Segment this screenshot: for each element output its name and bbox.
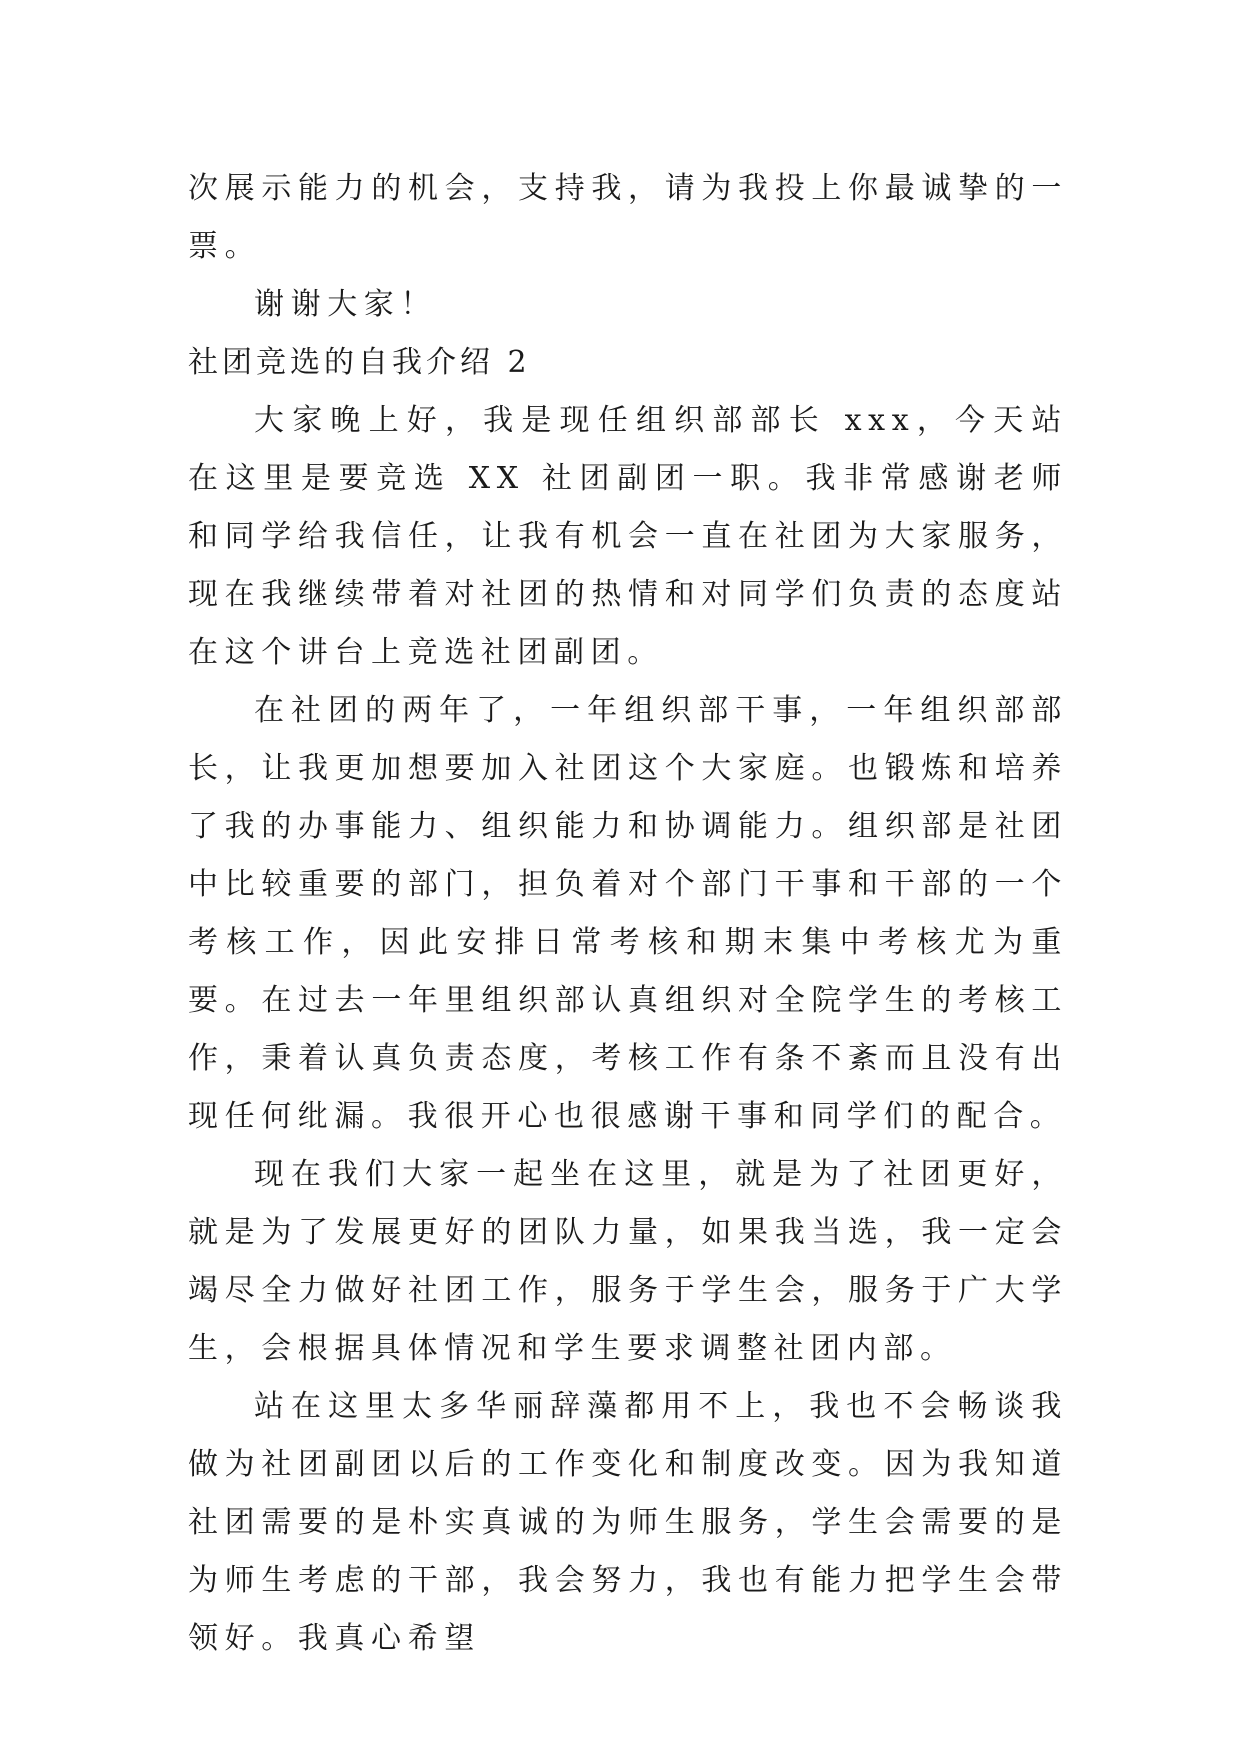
paragraph: 大家晚上好，我是现任组织部部长 xxx，今天站在这里是要竞选 XX 社团副团一职。我非常感谢老师和同学给我信任，让我有机会一直在社团为大家服务，现在我继续带着对社团的热情和对同学们负责的态度站在这个讲台上竞选社团副团。: [188, 403, 1068, 670]
paragraph: 现在我们大家一起坐在这里，就是为了社团更好，就是为了发展更好的团队力量，如果我当选，我一定会竭尽全力做好社团工作，服务于学生会，服务于广大学生，会根据具体情况和学生要求调整社团内部。: [188, 1157, 1068, 1366]
document-body: [188, 160, 1068, 1668]
paragraph: 站在这里太多华丽辞藻都用不上，我也不会畅谈我做为社团副团以后的工作变化和制度改变。因为我知道社团需要的是朴实真诚的为师生服务，学生会需要的是为师生考虑的干部，我会努力，我也有能力把学生会带领好。我真心希望: [188, 1389, 1068, 1656]
continuation-paragraph: 次展示能力的机会，支持我，请为我投上你最诚挚的一票。: [188, 171, 1068, 264]
thanks-line: 谢谢大家！: [254, 287, 437, 322]
section-title: 社团竞选的自我介绍 2: [188, 345, 531, 380]
paragraph: 在社团的两年了，一年组织部干事，一年组织部部长，让我更加想要加入社团这个大家庭。也锻炼和培养了我的办事能力、组织能力和协调能力。组织部是社团中比较重要的部门，担负着对个部门干事和干部的一个考核工作，因此安排日常考核和期末集中考核尤为重要。在过去一年里组织部认真组织对全院学生的考核工作，秉着认真负责态度，考核工作有条不紊而且没有出现任何纰漏。我很开心也很感谢干事和同学们的配合。: [188, 693, 1068, 1134]
